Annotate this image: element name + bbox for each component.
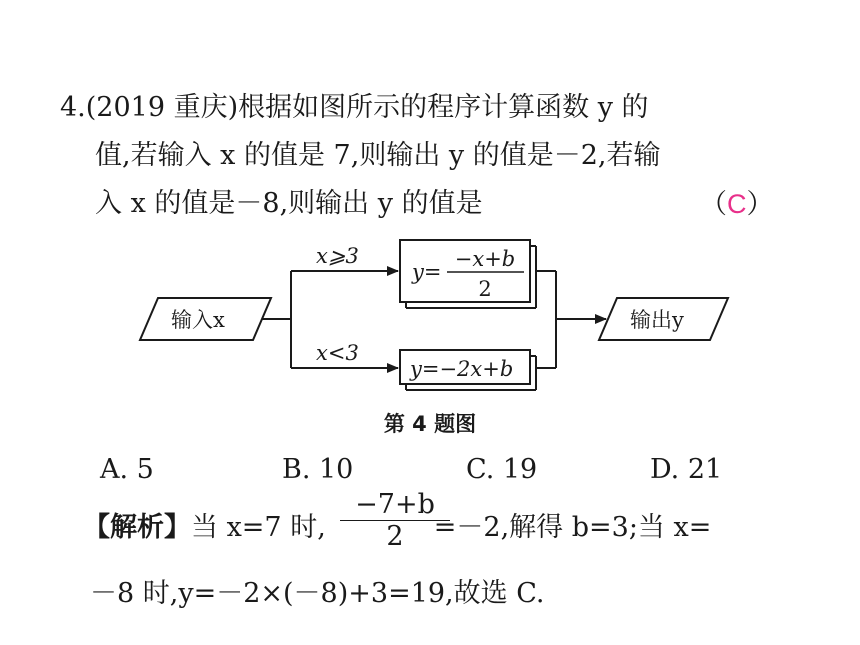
- answer-open: （: [700, 189, 727, 220]
- input-label: 输入x: [171, 308, 225, 332]
- output-label: 输出y: [630, 308, 684, 332]
- top-box-lhs: y=: [412, 260, 442, 284]
- option-d: D. 21: [650, 454, 723, 485]
- option-b: B. 10: [282, 454, 354, 485]
- solution-tag: 【解析】: [83, 512, 191, 543]
- top-condition: x⩾3: [316, 244, 359, 268]
- solution-part-2: =－2,解得 b=3;当 x=: [433, 512, 712, 543]
- bottom-box-formula: y=−2x+b: [410, 357, 514, 381]
- option-a: A. 5: [100, 454, 154, 485]
- solution-fraction: [340, 490, 450, 553]
- solution-line-2: －8 时,y=－2×(－8)+3=19,故选 C.: [90, 578, 545, 609]
- option-c: C. 19: [466, 454, 538, 485]
- solution-fraction-denominator: 2: [386, 521, 404, 552]
- solution-fraction-numerator: −7+b: [340, 490, 450, 521]
- answer-choice: C: [727, 189, 747, 219]
- question-line-1: 4.(2019 重庆)根据如图所示的程序计算函数 y 的: [60, 92, 649, 123]
- question-line-3: 入 x 的值是－8,则输出 y 的值是: [95, 188, 483, 219]
- solution-part-1: 当 x=7 时,: [191, 512, 326, 543]
- figure-caption: 第 4 题图: [383, 412, 477, 436]
- top-box-denominator: 2: [478, 277, 492, 301]
- question-line-2: 值,若输入 x 的值是 7,则输出 y 的值是－2,若输: [95, 140, 661, 171]
- top-box-numerator: −x+b: [454, 247, 516, 271]
- bottom-condition: x<3: [316, 341, 359, 365]
- answer-close: ）: [746, 189, 774, 220]
